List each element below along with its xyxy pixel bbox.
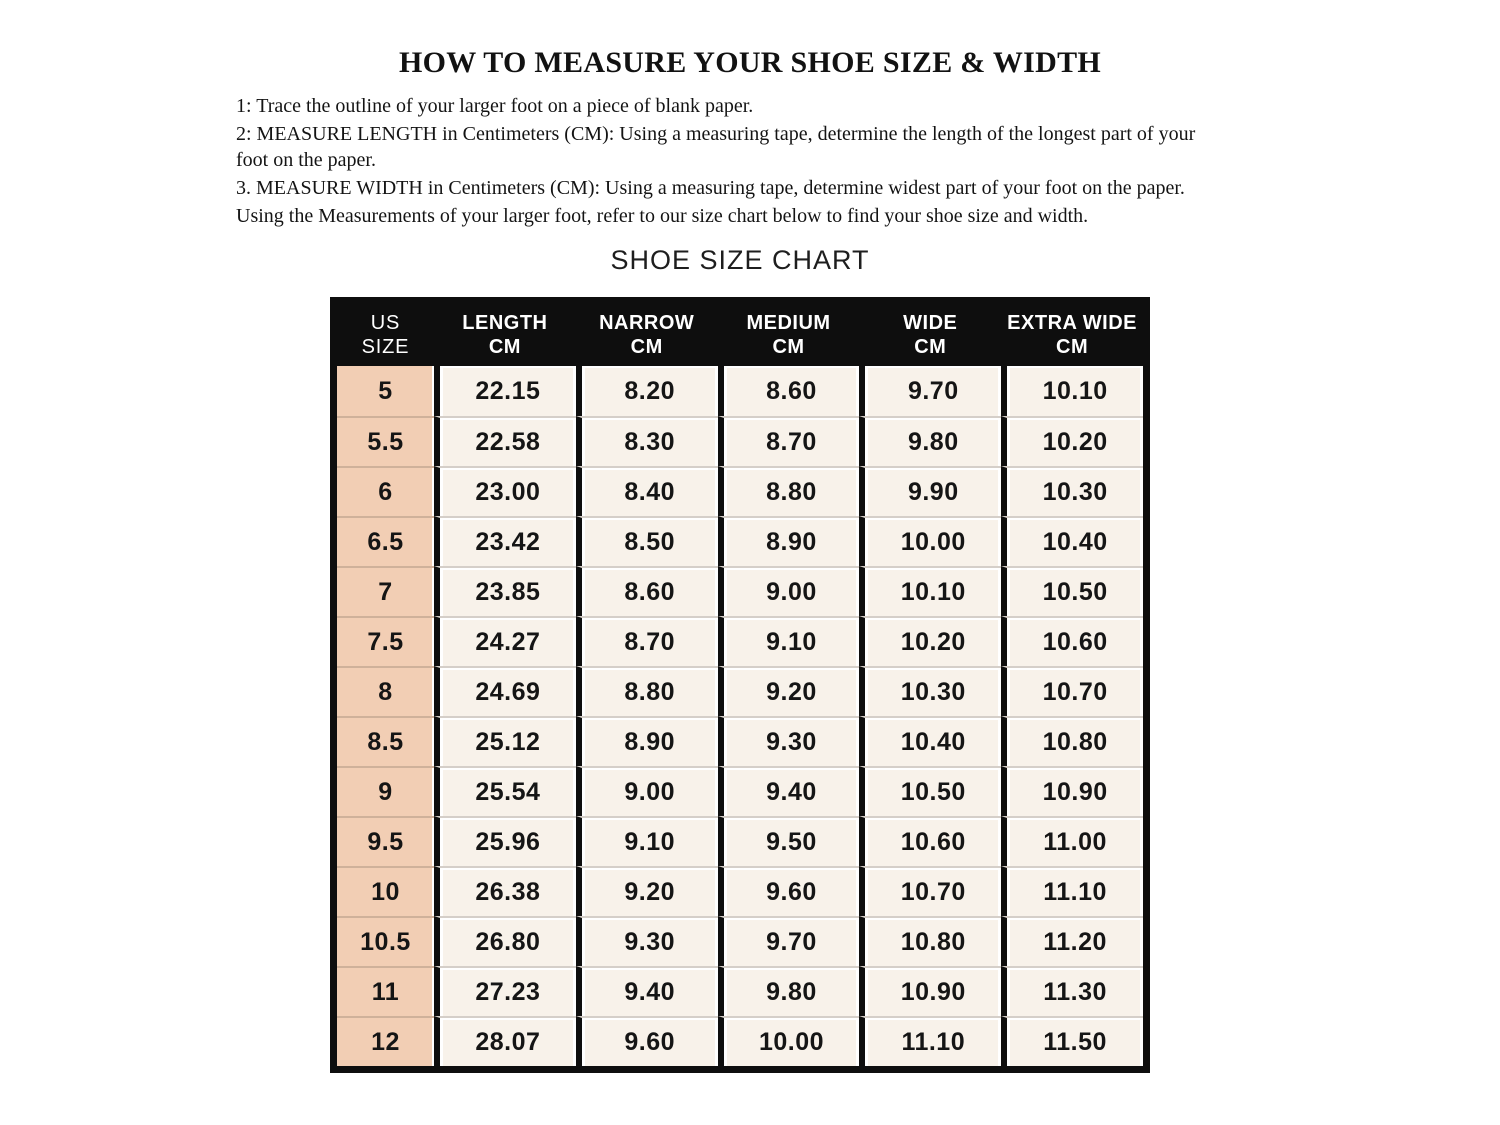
table-header-row (337, 304, 1143, 366)
shoe-size-table (330, 297, 1150, 1073)
table-row (337, 466, 1143, 516)
measurement-cell: 9.10 (718, 616, 860, 666)
measurement-cell: 8.40 (576, 466, 718, 516)
us-size-cell: 11 (337, 966, 434, 1016)
measurement-cell: 10.20 (1001, 416, 1143, 466)
measurement-cell: 24.69 (434, 666, 576, 716)
measurement-cell: 10.90 (1001, 766, 1143, 816)
measurement-cell: 26.38 (434, 866, 576, 916)
measurement-cell: 8.60 (718, 366, 860, 416)
us-size-cell: 5 (337, 366, 434, 416)
column-header-length: LENGTH CM (434, 304, 576, 366)
measurement-cell: 10.90 (859, 966, 1001, 1016)
measurement-cell: 8.80 (718, 466, 860, 516)
table-row (337, 716, 1143, 766)
instructions (236, 93, 1228, 229)
measurement-cell: 11.20 (1001, 916, 1143, 966)
measurement-cell: 25.12 (434, 716, 576, 766)
measurement-cell: 10.10 (1001, 366, 1143, 416)
table-row (337, 816, 1143, 866)
measurement-cell: 11.10 (1001, 866, 1143, 916)
instruction-line: 3. MEASURE WIDTH in Centimeters (CM): Using a measuring tape, determine widest part of your foot on the paper. (236, 177, 1185, 199)
measurement-cell: 10.70 (1001, 666, 1143, 716)
measurement-cell: 10.40 (1001, 516, 1143, 566)
measurement-cell: 10.40 (859, 716, 1001, 766)
measurement-cell: 9.40 (576, 966, 718, 1016)
measurement-cell: 9.90 (859, 466, 1001, 516)
measurement-cell: 8.90 (718, 516, 860, 566)
measurement-cell: 10.30 (859, 666, 1001, 716)
measurement-cell: 22.15 (434, 366, 576, 416)
table-row (337, 616, 1143, 666)
measurement-cell: 24.27 (434, 616, 576, 666)
measurement-cell: 9.20 (718, 666, 860, 716)
measurement-cell: 9.80 (859, 416, 1001, 466)
table-row (337, 866, 1143, 916)
measurement-cell: 9.30 (576, 916, 718, 966)
measurement-cell: 9.60 (718, 866, 860, 916)
measurement-cell: 23.42 (434, 516, 576, 566)
measurement-cell: 11.50 (1001, 1016, 1143, 1066)
measurement-cell: 9.70 (859, 366, 1001, 416)
measurement-cell: 10.30 (1001, 466, 1143, 516)
us-size-cell: 9 (337, 766, 434, 816)
measurement-cell: 8.90 (576, 716, 718, 766)
table-row (337, 516, 1143, 566)
measurement-cell: 25.54 (434, 766, 576, 816)
measurement-cell: 22.58 (434, 416, 576, 466)
measurement-cell: 8.50 (576, 516, 718, 566)
measurement-cell: 9.70 (718, 916, 860, 966)
measurement-cell: 9.10 (576, 816, 718, 866)
us-size-cell: 6.5 (337, 516, 434, 566)
table-row (337, 666, 1143, 716)
measurement-cell: 11.10 (859, 1016, 1001, 1066)
table-row (337, 416, 1143, 466)
measurement-cell: 9.30 (718, 716, 860, 766)
measurement-cell: 9.20 (576, 866, 718, 916)
measurement-cell: 8.20 (576, 366, 718, 416)
us-size-cell: 7 (337, 566, 434, 616)
measurement-cell: 8.70 (576, 616, 718, 666)
column-header-medium: MEDIUM CM (718, 304, 860, 366)
measurement-cell: 8.30 (576, 416, 718, 466)
measurement-cell: 9.60 (576, 1016, 718, 1066)
table-row (337, 1016, 1143, 1066)
column-header-wide: WIDE CM (859, 304, 1001, 366)
size-chart-section (330, 245, 1150, 1073)
measurement-cell: 28.07 (434, 1016, 576, 1066)
measurement-cell: 8.60 (576, 566, 718, 616)
us-size-cell: 8 (337, 666, 434, 716)
measurement-cell: 25.96 (434, 816, 576, 866)
us-size-cell: 6 (337, 466, 434, 516)
measurement-cell: 10.70 (859, 866, 1001, 916)
measurement-cell: 10.80 (859, 916, 1001, 966)
measurement-cell: 9.50 (718, 816, 860, 866)
table-row (337, 566, 1143, 616)
measurement-cell: 26.80 (434, 916, 576, 966)
measurement-cell: 10.10 (859, 566, 1001, 616)
us-size-cell: 10 (337, 866, 434, 916)
us-size-cell: 9.5 (337, 816, 434, 866)
instruction-line: 2: MEASURE LENGTH in Centimeters (CM): Using a measuring tape, determine the length of the longest part of your foot on the paper. (236, 123, 1196, 171)
measurement-cell: 10.00 (859, 516, 1001, 566)
measurement-cell: 10.60 (1001, 616, 1143, 666)
measurement-cell: 11.30 (1001, 966, 1143, 1016)
table-row (337, 366, 1143, 416)
measurement-cell: 8.80 (576, 666, 718, 716)
measurement-cell: 10.50 (859, 766, 1001, 816)
measurement-cell: 9.00 (718, 566, 860, 616)
us-size-cell: 12 (337, 1016, 434, 1066)
measurement-cell: 10.00 (718, 1016, 860, 1066)
measurement-cell: 10.50 (1001, 566, 1143, 616)
table-row (337, 766, 1143, 816)
table-body (337, 366, 1143, 1066)
column-header-us: US SIZE (337, 304, 434, 366)
instruction-line: Using the Measurements of your larger foot, refer to our size chart below to find your shoe size and width. (236, 205, 1089, 227)
measurement-cell: 10.80 (1001, 716, 1143, 766)
instruction-line: 1: Trace the outline of your larger foot on a piece of blank paper. (236, 95, 754, 117)
measurement-cell: 11.00 (1001, 816, 1143, 866)
page-title: HOW TO MEASURE YOUR SHOE SIZE & WIDTH (398, 46, 1102, 79)
us-size-cell: 10.5 (337, 916, 434, 966)
column-header-narrow: NARROW CM (576, 304, 718, 366)
measurement-cell: 10.20 (859, 616, 1001, 666)
table-head (337, 304, 1143, 366)
measurement-cell: 9.80 (718, 966, 860, 1016)
table-row (337, 916, 1143, 966)
table-row (337, 966, 1143, 1016)
column-header-extra-wide: EXTRA WIDE CM (1001, 304, 1143, 366)
measurement-cell: 23.85 (434, 566, 576, 616)
measurement-cell: 9.00 (576, 766, 718, 816)
measurement-cell: 23.00 (434, 466, 576, 516)
chart-heading: SHOE SIZE CHART (610, 245, 870, 275)
us-size-cell: 7.5 (337, 616, 434, 666)
measurement-cell: 27.23 (434, 966, 576, 1016)
us-size-cell: 5.5 (337, 416, 434, 466)
measurement-cell: 9.40 (718, 766, 860, 816)
measurement-cell: 8.70 (718, 416, 860, 466)
us-size-cell: 8.5 (337, 716, 434, 766)
measurement-cell: 10.60 (859, 816, 1001, 866)
